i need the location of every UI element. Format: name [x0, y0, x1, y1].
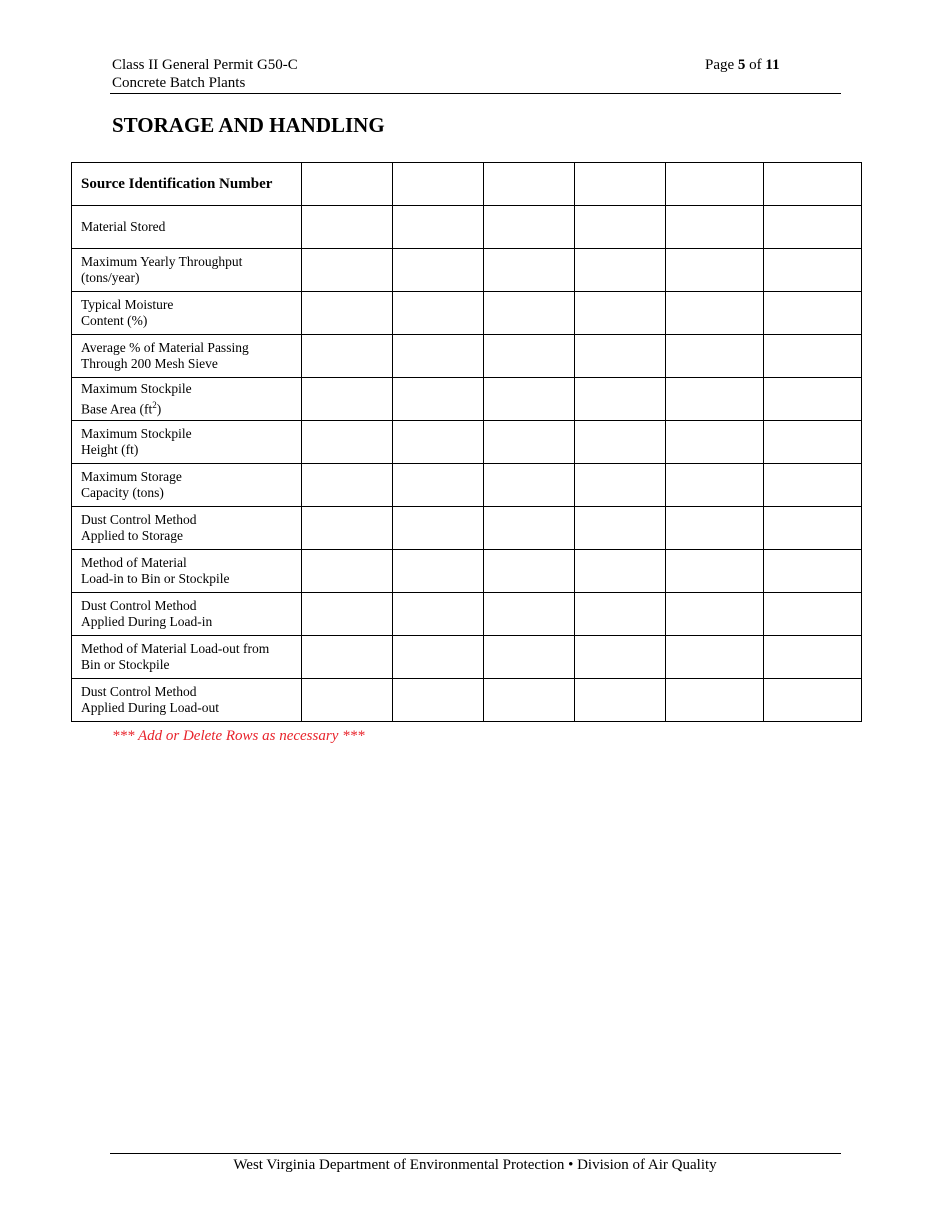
row-label — [72, 593, 302, 636]
entry-cell[interactable] — [575, 636, 666, 679]
entry-cell[interactable] — [666, 249, 764, 292]
entry-cell[interactable] — [393, 292, 484, 335]
row-label — [72, 378, 302, 421]
entry-cell[interactable] — [575, 163, 666, 206]
row-label-line2-text: Base Area (ft — [81, 401, 153, 417]
page-footer: West Virginia Department of Environmental Protection • Division of Air Quality — [233, 1157, 717, 1173]
entry-cell[interactable] — [302, 550, 393, 593]
entry-cell[interactable] — [484, 550, 575, 593]
entry-cell[interactable] — [484, 249, 575, 292]
entry-cell[interactable] — [764, 636, 862, 679]
row-label-line2-text: Content (%) — [81, 313, 148, 328]
entry-cell[interactable] — [302, 593, 393, 636]
entry-cell[interactable] — [575, 335, 666, 378]
entry-cell[interactable] — [764, 679, 862, 722]
row-label-line2-text: Height (ft) — [81, 442, 139, 457]
table-row — [72, 636, 862, 679]
entry-cell[interactable] — [575, 249, 666, 292]
entry-cell[interactable] — [575, 206, 666, 249]
row-label-line2-end: ) — [156, 401, 162, 417]
row-label-line2-text: Applied During Load-out — [81, 700, 219, 715]
entry-cell[interactable] — [666, 593, 764, 636]
row-label — [72, 550, 302, 593]
row-label-line2 — [81, 356, 292, 372]
page-of: of — [749, 57, 762, 73]
entry-cell[interactable] — [302, 335, 393, 378]
table-row — [72, 292, 862, 335]
table-row — [72, 421, 862, 464]
row-label — [72, 335, 302, 378]
entry-cell[interactable] — [764, 249, 862, 292]
row-label-line1: Maximum Stockpile — [81, 426, 192, 441]
table-row — [72, 464, 862, 507]
row-label — [72, 464, 302, 507]
entry-cell[interactable] — [302, 249, 393, 292]
row-label-line1: Maximum Storage — [81, 469, 182, 484]
entry-cell[interactable] — [666, 206, 764, 249]
row-label-line2 — [81, 442, 292, 458]
entry-cell[interactable] — [575, 507, 666, 550]
entry-cell[interactable] — [393, 378, 484, 421]
row-label-line2 — [81, 614, 292, 630]
row-label — [72, 163, 302, 206]
entry-cell[interactable] — [764, 206, 862, 249]
entry-cell[interactable] — [764, 464, 862, 507]
entry-cell[interactable] — [302, 507, 393, 550]
entry-cell[interactable] — [666, 679, 764, 722]
page-number — [705, 56, 780, 74]
entry-cell[interactable] — [764, 292, 862, 335]
entry-cell[interactable] — [764, 163, 862, 206]
table-row — [72, 335, 862, 378]
header-divider — [110, 93, 841, 94]
row-label-line2 — [81, 397, 292, 418]
entry-cell[interactable] — [575, 378, 666, 421]
superscript: 2 — [152, 399, 157, 410]
row-label-line2 — [81, 700, 292, 716]
entry-cell[interactable] — [302, 679, 393, 722]
entry-cell[interactable] — [575, 464, 666, 507]
table-row — [72, 507, 862, 550]
page-current: 5 — [737, 57, 746, 73]
row-label-line1: Dust Control Method — [81, 512, 197, 527]
row-label-line1: Typical Moisture — [81, 297, 174, 312]
entry-cell[interactable] — [302, 163, 393, 206]
entry-cell[interactable] — [666, 163, 764, 206]
permit-title: Class II General Permit G50-C — [112, 57, 298, 73]
entry-cell[interactable] — [393, 464, 484, 507]
entry-cell[interactable] — [484, 593, 575, 636]
row-label — [72, 206, 302, 249]
row-label-line2 — [81, 528, 292, 544]
entry-cell[interactable] — [575, 421, 666, 464]
entry-cell[interactable] — [484, 421, 575, 464]
entry-cell[interactable] — [666, 464, 764, 507]
entry-cell[interactable] — [764, 507, 862, 550]
entry-cell[interactable] — [393, 593, 484, 636]
permit-subtitle: Concrete Batch Plants — [112, 75, 246, 91]
entry-cell[interactable] — [393, 636, 484, 679]
row-label-line2 — [81, 270, 292, 286]
entry-cell[interactable] — [302, 421, 393, 464]
entry-cell[interactable] — [393, 550, 484, 593]
entry-cell[interactable] — [484, 163, 575, 206]
entry-cell[interactable] — [764, 550, 862, 593]
table-row — [72, 206, 862, 249]
row-label-line2 — [81, 571, 292, 587]
page-header-left — [112, 56, 298, 92]
table-row — [72, 249, 862, 292]
entry-cell[interactable] — [393, 335, 484, 378]
storage-handling-table — [71, 162, 862, 722]
row-label — [72, 292, 302, 335]
row-label — [72, 421, 302, 464]
table-row — [72, 593, 862, 636]
entry-cell[interactable] — [484, 292, 575, 335]
table-row — [72, 163, 862, 206]
row-label-line2 — [81, 313, 292, 329]
entry-cell[interactable] — [484, 636, 575, 679]
row-label-line1: Maximum Stockpile — [81, 380, 192, 396]
row-label-line1: Material Stored — [81, 219, 166, 234]
entry-cell[interactable] — [302, 292, 393, 335]
entry-cell[interactable] — [575, 593, 666, 636]
row-label-line2-text: Through 200 Mesh Sieve — [81, 356, 218, 371]
entry-cell[interactable] — [764, 593, 862, 636]
row-label-line1: Method of Material — [81, 555, 187, 570]
table-row — [72, 679, 862, 722]
entry-cell[interactable] — [666, 378, 764, 421]
row-label — [72, 507, 302, 550]
entry-cell[interactable] — [575, 550, 666, 593]
row-label — [72, 679, 302, 722]
row-label-line1: Source Identification Number — [81, 176, 273, 192]
entry-cell[interactable] — [666, 636, 764, 679]
entry-cell[interactable] — [302, 464, 393, 507]
add-delete-rows-note: *** Add or Delete Rows as necessary *** — [112, 728, 365, 744]
entry-cell[interactable] — [575, 679, 666, 722]
entry-cell[interactable] — [484, 206, 575, 249]
entry-cell[interactable] — [575, 292, 666, 335]
row-label-line2-text: Applied to Storage — [81, 528, 183, 543]
entry-cell[interactable] — [302, 206, 393, 249]
row-label-line2 — [81, 657, 292, 673]
row-label-line1: Maximum Yearly Throughput — [81, 254, 243, 269]
table-row — [72, 378, 862, 421]
entry-cell[interactable] — [484, 378, 575, 421]
entry-cell[interactable] — [393, 421, 484, 464]
entry-cell[interactable] — [764, 421, 862, 464]
entry-cell[interactable] — [302, 636, 393, 679]
section-title: STORAGE AND HANDLING — [112, 113, 385, 137]
entry-cell[interactable] — [666, 550, 764, 593]
table-row — [72, 550, 862, 593]
row-label-line1: Method of Material Load-out from — [81, 641, 270, 656]
row-label-line2 — [81, 485, 292, 501]
row-label-line2-text: Load-in to Bin or Stockpile — [81, 571, 230, 586]
entry-cell[interactable] — [393, 507, 484, 550]
entry-cell[interactable] — [666, 421, 764, 464]
entry-cell[interactable] — [484, 679, 575, 722]
entry-cell[interactable] — [484, 507, 575, 550]
row-label-line2-text: Capacity (tons) — [81, 485, 164, 500]
entry-cell[interactable] — [484, 335, 575, 378]
entry-cell[interactable] — [393, 679, 484, 722]
row-label-line1: Dust Control Method — [81, 684, 197, 699]
row-label-line2-text: (tons/year) — [81, 270, 140, 285]
entry-cell[interactable] — [666, 335, 764, 378]
entry-cell[interactable] — [393, 163, 484, 206]
entry-cell[interactable] — [764, 335, 862, 378]
page-prefix: Page — [705, 57, 735, 73]
entry-cell[interactable] — [764, 378, 862, 421]
row-label-line2-text: Applied During Load-in — [81, 614, 213, 629]
row-label-line2-text: Bin or Stockpile — [81, 657, 170, 672]
entry-cell[interactable] — [666, 292, 764, 335]
entry-cell[interactable] — [393, 206, 484, 249]
entry-cell[interactable] — [666, 507, 764, 550]
entry-cell[interactable] — [302, 378, 393, 421]
row-label — [72, 636, 302, 679]
entry-cell[interactable] — [484, 464, 575, 507]
row-label-line1: Dust Control Method — [81, 598, 197, 613]
entry-cell[interactable] — [393, 249, 484, 292]
footer-divider — [110, 1153, 841, 1154]
page-total: 11 — [765, 57, 780, 73]
row-label-line1: Average % of Material Passing — [81, 340, 249, 355]
row-label — [72, 249, 302, 292]
